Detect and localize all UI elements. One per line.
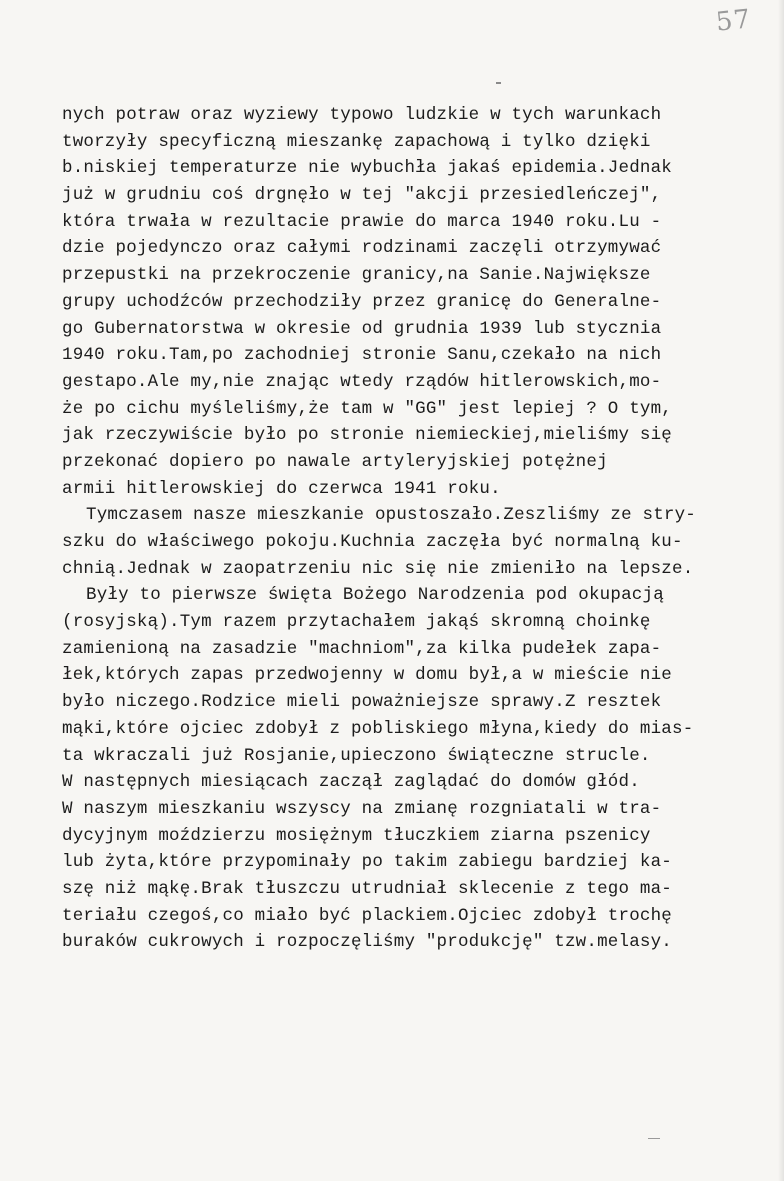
- text-line: ta wkraczali już Rosjanie,upieczono świąteczne strucle.: [62, 745, 651, 766]
- text-line: armii hitlerowskiej do czerwca 1941 roku.: [62, 478, 501, 499]
- typewritten-text-block: [62, 102, 752, 956]
- text-line: przepustki na przekroczenie granicy,na Sanie.Największe: [62, 265, 651, 286]
- text-line: dzie pojedynczo oraz całymi rodzinami zaczęli otrzymywać: [62, 238, 662, 259]
- text-line: gestapo.Ale my,nie znając wtedy rządów hitlerowskich,mo-: [62, 371, 662, 392]
- text-line: nych potraw oraz wyziewy typowo ludzkie w tych warunkach: [62, 105, 662, 125]
- text-line: tworzyły specyficzną mieszankę zapachową i tylko dzięki: [62, 131, 651, 152]
- text-line: Tymczasem nasze mieszkanie opustoszało.Zeszliśmy ze stry-: [86, 505, 696, 526]
- text-line: jak rzeczywiście było po stronie niemieckiej,mieliśmy się: [62, 425, 672, 446]
- text-line: było niczego.Rodzice mieli poważniejsze sprawy.Z resztek: [62, 692, 662, 713]
- text-line: przekonać dopiero po nawale artyleryjskiej potężnej: [62, 451, 608, 472]
- text-line: 1940 roku.Tam,po zachodniej stronie Sanu,czekało na nich: [62, 345, 662, 366]
- stray-mark: [648, 1138, 660, 1139]
- text-line: łek,których zapas przedwojenny w domu był,a w mieście nie: [62, 665, 672, 686]
- text-line: że po cichu myśleliśmy,że tam w "GG" jest lepiej ? O tym,: [62, 398, 672, 419]
- text-line: Były to pierwsze święta Bożego Narodzenia pod okupacją: [86, 585, 664, 606]
- text-line: już w grudniu coś drgnęło w tej "akcji przesiedleńczej",: [62, 185, 662, 206]
- text-line: W naszym mieszkaniu wszyscy na zmianę rozgniatali w tra-: [62, 798, 662, 819]
- page-number: 57: [714, 4, 753, 38]
- text-line: (rosyjską).Tym razem przytachałem jakąś skromną choinkę: [62, 612, 651, 633]
- text-line: zamienioną na zasadzie "machniom",za kilka pudełek zapa-: [62, 638, 662, 659]
- stray-mark: [496, 82, 501, 84]
- text-line: W następnych miesiącach zaczął zaglądać do domów głód.: [62, 772, 640, 793]
- text-line: szku do właściwego pokoju.Kuchnia zaczęła być normalną ku-: [62, 532, 683, 552]
- text-line: chnią.Jednak w zaopatrzeniu nic się nie zmieniło na lepsze.: [62, 558, 694, 579]
- text-line: lub żyta,które przypominały po takim zabiegu bardziej ka-: [62, 852, 672, 873]
- text-line: grupy uchodźców przechodziły przez granicę do Generalne-: [62, 291, 662, 312]
- scan-edge-shadow: [778, 0, 784, 1181]
- text-line: która trwała w rezultacie prawie do marca 1940 roku.Lu -: [62, 211, 662, 232]
- text-line: teriału czegoś,co miało być plackiem.Ojciec zdobył trochę: [62, 905, 672, 926]
- text-line: dycyjnym moździerzu mosiężnym tłuczkiem ziarna pszenicy: [62, 825, 651, 846]
- text-line: b.niskiej temperaturze nie wybuchła jakaś epidemia.Jednak: [62, 158, 672, 179]
- text-line: go Gubernatorstwa w okresie od grudnia 1939 lub stycznia: [62, 318, 662, 339]
- text-line: mąki,które ojciec zdobył z pobliskiego młyna,kiedy do mias-: [62, 718, 694, 739]
- text-line: buraków cukrowych i rozpoczęliśmy "produkcję" tzw.melasy.: [62, 932, 672, 953]
- text-line: szę niż mąkę.Brak tłuszczu utrudniał sklecenie z tego ma-: [62, 878, 672, 899]
